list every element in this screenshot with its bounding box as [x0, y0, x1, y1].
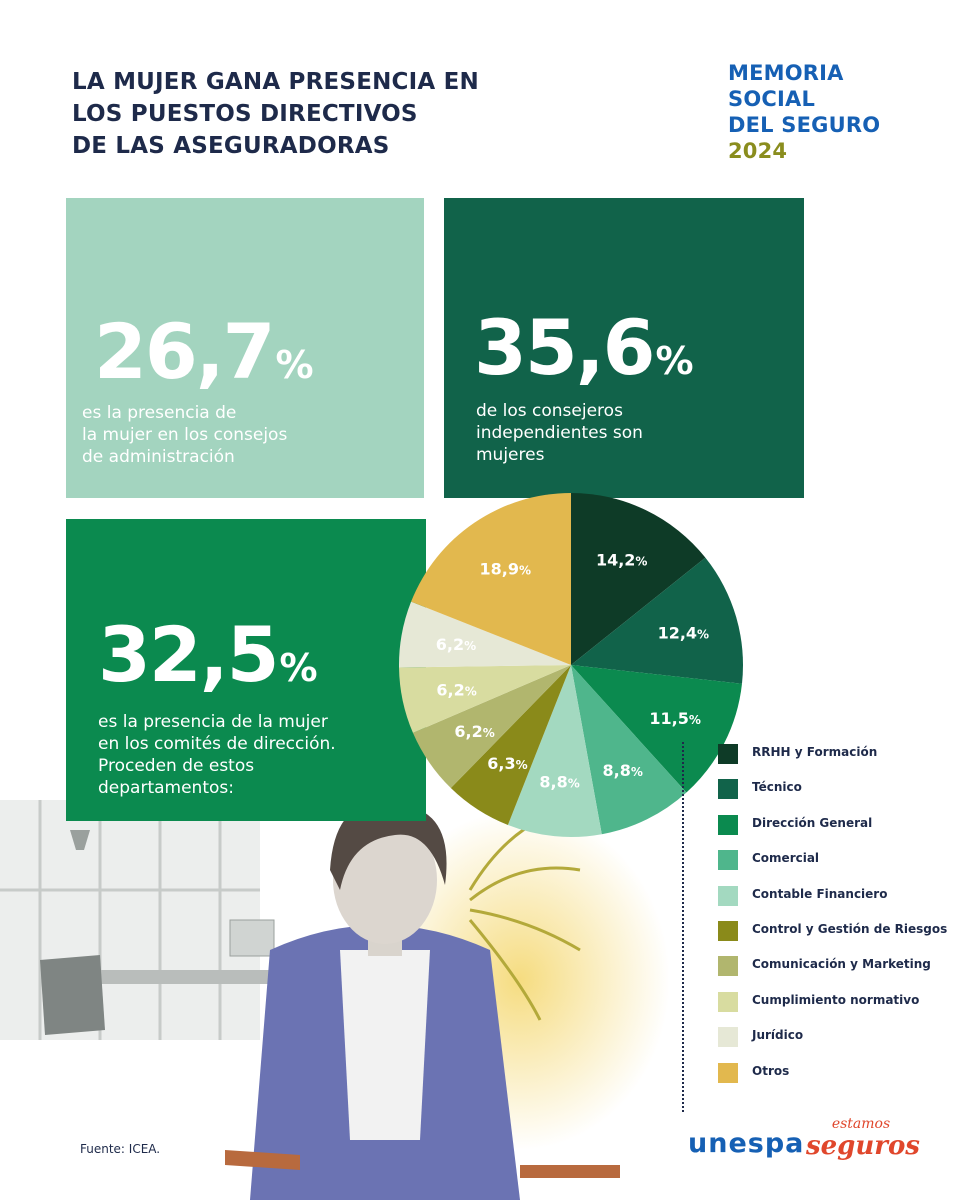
pie-label-2: 11,5%: [649, 709, 701, 729]
stat-number: 35,6: [474, 303, 654, 392]
chair: [40, 955, 105, 1035]
percent-sign: %: [275, 343, 314, 387]
desk: [90, 970, 270, 984]
desc-line: es la presencia de la mujer: [98, 712, 328, 732]
pie-legend: [718, 744, 958, 1098]
percent-sign: %: [655, 339, 694, 383]
desc-line: departamentos:: [98, 778, 234, 798]
legend-label: RRHH y Formación: [752, 745, 878, 759]
brand-line: DEL SEGURO: [728, 113, 881, 137]
estamos-seguros-logo: [806, 1116, 920, 1172]
stat-number: 26,7: [94, 307, 274, 396]
title-line: DE LAS ASEGURADORAS: [72, 133, 390, 159]
legend-item: [718, 1027, 958, 1062]
legend-item: [718, 744, 958, 779]
desc-line: en los comités de dirección.: [98, 734, 336, 754]
stat-number: 32,5: [98, 610, 278, 699]
legend-swatch: [718, 1063, 738, 1083]
brand-line: MEMORIA: [728, 61, 844, 85]
logo-estamos-text: estamos: [831, 1116, 891, 1132]
legend-label: Comunicación y Marketing: [752, 957, 931, 972]
pie-label-8: 6,2%: [435, 634, 477, 654]
legend-swatch: [718, 921, 738, 941]
pie-label-6: 6,2%: [454, 722, 495, 742]
legend-item: [718, 1063, 958, 1098]
legend-label: Técnico: [752, 780, 802, 795]
departments-pie-chart: [390, 490, 752, 840]
legend-item: [718, 815, 958, 850]
pie-label-4: 8,8%: [539, 772, 580, 792]
pie-label-5: 6,3%: [487, 754, 528, 774]
monitor: [230, 920, 274, 956]
legend-swatch: [718, 779, 738, 799]
legend-label: Contable Financiero: [752, 886, 888, 901]
brand-year: 2024: [728, 139, 788, 163]
armrest-right: [520, 1165, 620, 1178]
legend-label: Control y Gestión de Riesgos: [752, 921, 948, 936]
stat-value: [474, 303, 694, 401]
title-line: LOS PUESTOS DIRECTIVOS: [72, 101, 418, 127]
legend-swatch: [718, 1027, 738, 1047]
source-note: Fuente: ICEA.: [80, 1142, 161, 1156]
legend-item: [718, 992, 958, 1027]
pie-label-0: 14,2%: [595, 550, 648, 570]
legend-label: Comercial: [752, 851, 820, 866]
desc-line: mujeres: [476, 445, 545, 465]
stat-description: [98, 711, 408, 799]
page-title: [72, 66, 592, 162]
title-line: LA MUJER GANA PRESENCIA EN: [72, 69, 479, 95]
logo-seguros-text: seguros: [806, 1131, 920, 1161]
stat-value: [98, 610, 318, 708]
stat-value: [94, 307, 314, 405]
legend-swatch: [718, 815, 738, 835]
legend-label: Dirección General: [752, 815, 873, 830]
pie-label-9: 18,9%: [479, 559, 532, 579]
legend-swatch: [718, 886, 738, 906]
desc-line: la mujer en los consejos: [82, 425, 288, 445]
woman-shirt: [340, 950, 430, 1140]
percent-sign: %: [279, 646, 318, 690]
legend-item: [718, 886, 958, 921]
desc-line: es la presencia de: [82, 403, 237, 423]
legend-swatch: [718, 744, 738, 764]
legend-swatch: [718, 850, 738, 870]
stat-box-consejos: [66, 198, 424, 498]
legend-label: Cumplimiento normativo: [752, 992, 920, 1007]
stat-box-independientes: [444, 198, 804, 498]
legend-divider: [682, 742, 684, 1112]
pie-label-1: 12,4%: [657, 623, 710, 643]
pie-label-3: 8,8%: [602, 760, 643, 780]
desc-line: Proceden de estos: [98, 756, 255, 776]
legend-item: [718, 779, 958, 814]
legend-item: [718, 956, 958, 991]
legend-label: Jurídico: [752, 1028, 804, 1043]
stat-description: [476, 400, 776, 466]
desc-line: de los consejeros: [476, 401, 623, 421]
memoria-brand: [728, 60, 880, 164]
legend-swatch: [718, 992, 738, 1012]
stat-description: [82, 402, 382, 468]
legend-item: [718, 850, 958, 885]
unespa-logo: unespa: [688, 1128, 805, 1159]
desc-line: independientes son: [476, 423, 643, 443]
legend-swatch: [718, 956, 738, 976]
pie-label-7: 6,2%: [436, 680, 477, 700]
stat-box-comites: [66, 519, 426, 821]
legend-label: Otros: [752, 1063, 790, 1078]
brand-line: SOCIAL: [728, 87, 816, 111]
legend-item: [718, 921, 958, 956]
desc-line: de administración: [82, 447, 235, 467]
